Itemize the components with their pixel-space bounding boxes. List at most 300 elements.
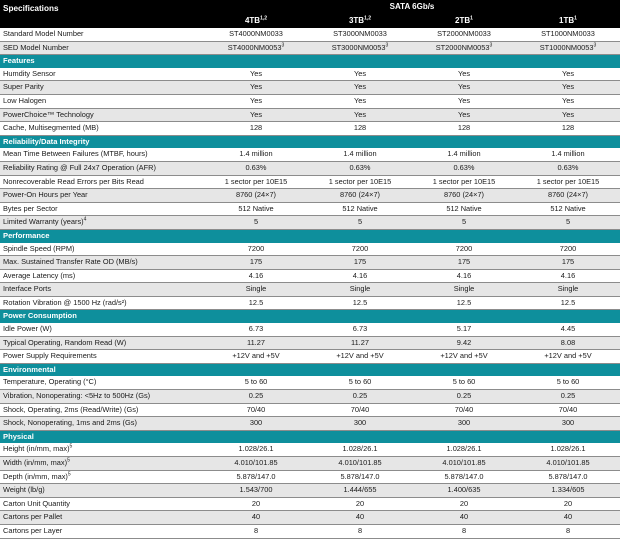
spec-value [204, 484, 308, 498]
spec-value [516, 403, 620, 417]
spec-value-text: Yes [353, 82, 367, 92]
spec-value-text: 5 [565, 217, 571, 227]
spec-row-label [0, 390, 204, 404]
spec-value [308, 417, 412, 431]
spec-row [0, 350, 620, 364]
spec-value-text: ST3000NM0053 [331, 42, 386, 52]
spec-value [412, 376, 516, 389]
spec-value-text: 512 Native [550, 203, 586, 213]
spec-value-text: Single [557, 284, 579, 294]
spec-value-text: Yes [353, 109, 367, 119]
spec-label-text: Standard Model Number [3, 29, 84, 38]
spec-value-text: 300 [249, 418, 263, 428]
section-header [0, 430, 620, 443]
spec-value [516, 269, 620, 283]
footnote-marker: 5 [67, 471, 71, 478]
spec-value [308, 81, 412, 95]
spec-value-text: 20 [251, 498, 261, 508]
spec-value-text: 1 sector per 10E15 [536, 176, 600, 186]
spec-value-text: 0.63% [349, 162, 371, 172]
spec-row-label [0, 497, 204, 511]
spec-value-text: Yes [561, 82, 575, 92]
spec-value-text: 8 [253, 525, 259, 535]
spec-value [308, 175, 412, 189]
spec-value [204, 216, 308, 230]
section-title: Features [0, 55, 620, 68]
spec-value [412, 443, 516, 456]
capacity-label: 1TB [559, 16, 575, 25]
spec-row [0, 443, 620, 456]
spec-value [204, 350, 308, 364]
spec-value [412, 122, 516, 136]
spec-value-text: 6.73 [352, 324, 368, 334]
spec-label-text: Power-On Hours per Year [3, 190, 88, 200]
spec-label-text: Temperature, Operating (°C) [3, 377, 97, 387]
spec-value [204, 443, 308, 456]
spec-value-text: 8760 (24×7) [235, 190, 277, 200]
spec-value-text: 4.45 [560, 324, 576, 334]
spec-value [516, 390, 620, 404]
spec-value-text: 4.16 [248, 270, 264, 280]
section-header [0, 229, 620, 242]
spec-value [204, 497, 308, 511]
spec-value [412, 296, 516, 310]
spec-row-label [0, 28, 204, 41]
spec-value [516, 470, 620, 484]
spec-value-text: Yes [561, 95, 575, 105]
spec-value-text: 11.27 [351, 337, 369, 347]
spec-row [0, 376, 620, 389]
spec-value-text: 175 [249, 257, 263, 267]
spec-value [516, 216, 620, 230]
spec-value-text: 40 [251, 512, 261, 522]
spec-value-text: 512 Native [238, 203, 274, 213]
spec-value-text: 300 [353, 418, 367, 428]
spec-value-text: Yes [561, 109, 575, 119]
capacity-label: 3TB [348, 16, 365, 25]
spec-value [204, 161, 308, 175]
spec-value [204, 68, 308, 81]
spec-label-text: Average Latency (ms) [3, 270, 76, 280]
spec-row-label [0, 283, 204, 297]
section-header [0, 135, 620, 148]
spec-value-text: 1.028/26.1 [342, 444, 378, 454]
spec-value [308, 497, 412, 511]
spec-value-text: 1.028/26.1 [446, 444, 482, 454]
spec-value [412, 41, 516, 55]
spec-value-text: 70/40 [246, 404, 266, 414]
spec-value-text: +12V and +5V [544, 351, 592, 361]
spec-value [516, 336, 620, 350]
spec-value [308, 108, 412, 122]
spec-value [516, 161, 620, 175]
spec-value [204, 28, 308, 41]
spec-value [412, 511, 516, 525]
spec-row [0, 68, 620, 81]
spec-row [0, 470, 620, 484]
spec-value [308, 336, 412, 350]
spec-row [0, 390, 620, 404]
spec-value-text: +12V and +5V [336, 351, 384, 361]
spec-value [308, 350, 412, 364]
spec-label-text: Height (in/mm, max) [3, 444, 70, 454]
spec-value-text: 1.4 million [551, 149, 585, 159]
spec-value-text: 7200 [455, 243, 473, 253]
spec-row-label [0, 403, 204, 417]
spec-value-text: 4.16 [456, 270, 472, 280]
spec-value-text: +12V and +5V [440, 351, 488, 361]
spec-value-text: 5.878/147.0 [340, 471, 380, 481]
spec-value-text: 5.878/147.0 [444, 471, 484, 481]
spec-row [0, 497, 620, 511]
capacity-footnote: 1 [470, 15, 473, 22]
spec-label-text: Humdity Sensor [3, 68, 56, 78]
spec-value-text: 4.010/101.85 [234, 458, 278, 467]
spec-value-text: 12.5 [248, 297, 264, 307]
spec-row [0, 108, 620, 122]
spec-value [204, 470, 308, 484]
spec-value [516, 94, 620, 108]
spec-value [412, 161, 516, 175]
spec-value [204, 122, 308, 136]
spec-value [308, 28, 412, 41]
spec-value [412, 216, 516, 230]
spec-row [0, 524, 620, 538]
spec-value [516, 243, 620, 256]
spec-value-text: Yes [249, 68, 263, 78]
spec-value-text: 8760 (24×7) [443, 190, 485, 200]
spec-value [204, 283, 308, 297]
spec-value-text: 5 [461, 217, 467, 227]
spec-value-text: 4.16 [560, 270, 576, 280]
spec-row-label [0, 216, 204, 230]
spec-value [308, 202, 412, 216]
section-header [0, 310, 620, 323]
spec-value [204, 376, 308, 389]
spec-value-text: Yes [561, 68, 575, 78]
section-header [0, 363, 620, 376]
spec-value-text: ST1000NM0053 [539, 42, 594, 52]
spec-row-label [0, 148, 204, 161]
spec-value [412, 189, 516, 203]
spec-value-text: Yes [457, 109, 471, 119]
spec-value [308, 189, 412, 203]
spec-label-text: Mean Time Between Failures (MTBF, hours) [3, 149, 148, 159]
spec-row-label [0, 376, 204, 389]
spec-value [204, 417, 308, 431]
spec-value-text: ST2000NM0053 [435, 42, 490, 52]
spec-value-text: 70/40 [350, 404, 370, 414]
spec-label-text: Shock, Nonoperating, 1ms and 2ms (Gs) [3, 418, 137, 428]
spec-row-label [0, 41, 204, 55]
spec-value-text: 70/40 [558, 404, 578, 414]
spec-value [516, 417, 620, 431]
spec-value-text: 40 [563, 512, 573, 522]
spec-value [412, 81, 516, 95]
spec-row [0, 94, 620, 108]
spec-value-text: 1.444/655 [343, 485, 377, 495]
spec-row-label [0, 524, 204, 538]
spec-row-label [0, 350, 204, 364]
spec-row [0, 122, 620, 136]
spec-value-text: 11.27 [247, 337, 265, 347]
spec-value-text: 40 [355, 512, 365, 522]
spec-label-text: Nonrecoverable Read Errors per Bits Read [3, 176, 144, 186]
spec-value-text: 128 [249, 123, 263, 133]
spec-value [516, 296, 620, 310]
spec-row [0, 189, 620, 203]
spec-value [412, 28, 516, 41]
spec-value-text: 0.63% [557, 162, 579, 172]
capacity-footnote: 1,2 [364, 15, 372, 22]
spec-row [0, 336, 620, 350]
spec-value-text: 5.17 [456, 324, 472, 334]
spec-label-text: Spindle Speed (RPM) [3, 243, 75, 253]
spec-value [204, 457, 308, 471]
spec-row [0, 148, 620, 161]
spec-value-text: 4.010/101.85 [442, 458, 486, 467]
spec-value-text: 8760 (24×7) [339, 190, 381, 200]
spec-value [308, 243, 412, 256]
spec-label-text: Bytes per Sector [3, 203, 58, 213]
spec-value-text: Yes [457, 95, 471, 105]
spec-value-text: 1.028/26.1 [238, 444, 274, 454]
spec-value-text: Single [245, 284, 267, 294]
spec-row-label [0, 175, 204, 189]
section-title: Environmental [0, 363, 620, 376]
spec-value [204, 296, 308, 310]
spec-value [308, 524, 412, 538]
spec-value-text: 128 [561, 123, 575, 133]
spec-value [308, 41, 412, 55]
spec-value [204, 189, 308, 203]
spec-value [204, 81, 308, 95]
spec-value [516, 108, 620, 122]
footnote-marker: 4 [83, 216, 87, 223]
spec-row [0, 202, 620, 216]
spec-value [204, 256, 308, 270]
spec-value-text: 7200 [247, 243, 265, 253]
spec-value [516, 122, 620, 136]
spec-value [204, 511, 308, 525]
spec-value [308, 256, 412, 270]
spec-value-text: 40 [459, 512, 469, 522]
capacity-heading-3tb [308, 14, 412, 28]
spec-value-text: 0.25 [456, 391, 472, 401]
spec-value-text: 128 [353, 123, 367, 133]
spec-value-text: 1.4 million [447, 149, 481, 159]
spec-value-text: 1.028/26.1 [550, 444, 586, 454]
spec-value-text: ST4000NM0033 [229, 29, 283, 38]
section-title: Physical [0, 430, 620, 443]
section-title: Power Consumption [0, 310, 620, 323]
spec-value-text: 8760 (24×7) [547, 190, 589, 200]
spec-value-text: 1.543/700 [239, 485, 273, 495]
spec-value-text: 1.4 million [239, 149, 273, 159]
spec-row [0, 243, 620, 256]
spec-value-text: 5 to 60 [244, 377, 268, 387]
spec-row [0, 41, 620, 55]
footnote-marker: 3 [593, 42, 597, 49]
spec-value-text: 8 [461, 525, 467, 535]
spec-row-label [0, 457, 204, 471]
spec-value [308, 94, 412, 108]
header-row-interface [0, 0, 620, 14]
spec-value [516, 484, 620, 498]
spec-row-label [0, 269, 204, 283]
spec-row [0, 484, 620, 498]
spec-value [516, 283, 620, 297]
spec-row-label [0, 336, 204, 350]
spec-label-text: Width (in/mm, max) [3, 458, 68, 467]
spec-value-text: 1.4 million [343, 149, 377, 159]
spec-value-text: 20 [563, 498, 573, 508]
spec-value [308, 269, 412, 283]
capacity-label: 2TB [455, 16, 471, 25]
spec-label-text: Cartons per Pallet [3, 512, 63, 522]
spec-value-text: ST4000NM0053 [227, 42, 282, 52]
spec-value-text: 12.5 [352, 297, 368, 307]
spec-value [308, 283, 412, 297]
spec-row [0, 283, 620, 297]
spec-value [412, 256, 516, 270]
spec-row-label [0, 323, 204, 336]
spec-value [412, 350, 516, 364]
spec-value-text: Yes [353, 95, 367, 105]
spec-value [204, 108, 308, 122]
spec-value [412, 94, 516, 108]
capacity-footnote: 1,2 [260, 15, 268, 22]
spec-value-text: 5 [253, 217, 259, 227]
footnote-marker: 3 [385, 42, 389, 49]
capacity-heading-2tb [412, 14, 516, 28]
spec-value [308, 296, 412, 310]
spec-label-text: Weight (lb/g) [3, 485, 45, 495]
spec-value [308, 68, 412, 81]
spec-row [0, 296, 620, 310]
spec-label-text: Max. Sustained Transfer Rate OD (MB/s) [3, 257, 138, 267]
spec-value [516, 175, 620, 189]
spec-value [308, 161, 412, 175]
spec-row-label [0, 122, 204, 136]
spec-value-text: 20 [355, 498, 365, 508]
spec-value [412, 68, 516, 81]
spec-value-text: 20 [459, 498, 469, 508]
spec-row-label [0, 484, 204, 498]
spec-value [516, 189, 620, 203]
spec-value [516, 497, 620, 511]
spec-row [0, 161, 620, 175]
spec-value-text: 7200 [559, 243, 577, 253]
spec-value-text: 0.25 [560, 391, 576, 401]
spec-value [308, 443, 412, 456]
spec-value [412, 336, 516, 350]
spec-value [516, 350, 620, 364]
spec-value [412, 202, 516, 216]
spec-row-label [0, 94, 204, 108]
spec-value [308, 323, 412, 336]
spec-label-text: Reliability Rating @ Full 24x7 Operation (AFR) [3, 162, 156, 172]
spec-value [204, 403, 308, 417]
footnote-marker: 3 [489, 42, 493, 49]
spec-value-text: 12.5 [456, 297, 472, 307]
spec-value-text: 300 [457, 418, 471, 428]
spec-value [516, 256, 620, 270]
spec-value-text: 175 [561, 257, 575, 267]
spec-value [412, 148, 516, 161]
spec-label-text: Idle Power (W) [3, 324, 52, 334]
footnote-marker: 3 [281, 42, 285, 49]
capacity-heading-1tb [516, 14, 620, 28]
spec-value-text: 1.400/635 [447, 485, 481, 495]
spec-value-text: 128 [457, 123, 471, 133]
spec-value-text: 9.42 [456, 337, 472, 347]
spec-value [308, 148, 412, 161]
spec-label-text: PowerChoice™ Technology [3, 109, 94, 119]
spec-row [0, 323, 620, 336]
spec-value [204, 175, 308, 189]
spec-value-text: 0.25 [248, 391, 264, 401]
spec-value [412, 390, 516, 404]
spec-row [0, 269, 620, 283]
spec-label-text: Cache, Multisegmented (MB) [3, 123, 99, 133]
spec-value [516, 443, 620, 456]
spec-value [308, 484, 412, 498]
spec-value-text: Yes [249, 82, 263, 92]
spec-value-text: 8 [357, 525, 363, 535]
spec-label-text: Depth (in/mm, max) [3, 471, 68, 481]
spec-row-label [0, 470, 204, 484]
spec-value [412, 323, 516, 336]
capacity-footnote: 1 [574, 15, 577, 22]
spec-value [204, 148, 308, 161]
spec-value-text: 12.5 [560, 297, 576, 307]
spec-value [412, 470, 516, 484]
spec-value-text: 0.63% [245, 162, 267, 172]
spec-row-label [0, 68, 204, 81]
spec-value-text: 5 to 60 [556, 377, 580, 387]
spec-value-text: 5 to 60 [452, 377, 476, 387]
spec-value [516, 28, 620, 41]
spec-value-text: 5.878/147.0 [548, 471, 588, 481]
spec-label-text: SED Model Number [3, 42, 69, 52]
spec-value [516, 457, 620, 471]
spec-row-label [0, 243, 204, 256]
spec-value-text: 4.010/101.85 [338, 458, 382, 467]
spec-value [204, 336, 308, 350]
spec-value [308, 390, 412, 404]
spec-value-text: 1 sector per 10E15 [328, 176, 392, 186]
spec-value [516, 81, 620, 95]
section-header [0, 55, 620, 68]
spec-value [412, 403, 516, 417]
spec-value-text: 0.25 [352, 391, 368, 401]
spec-value [308, 216, 412, 230]
spec-value [516, 148, 620, 161]
footnote-marker: 5 [69, 443, 73, 450]
spec-label-text: Interface Ports [3, 284, 52, 294]
spec-value-text: 300 [561, 418, 575, 428]
spec-value-text: Yes [353, 68, 367, 78]
spec-label-text: Rotation Vibration @ 1500 Hz (rad/s²) [3, 297, 127, 307]
spec-row [0, 457, 620, 471]
spec-value-text: 8.08 [560, 337, 576, 347]
spec-value-text: +12V and +5V [232, 351, 280, 361]
spec-value [516, 524, 620, 538]
spec-row-label [0, 81, 204, 95]
spec-value [308, 403, 412, 417]
spec-value-text: 5.878/147.0 [236, 471, 276, 481]
